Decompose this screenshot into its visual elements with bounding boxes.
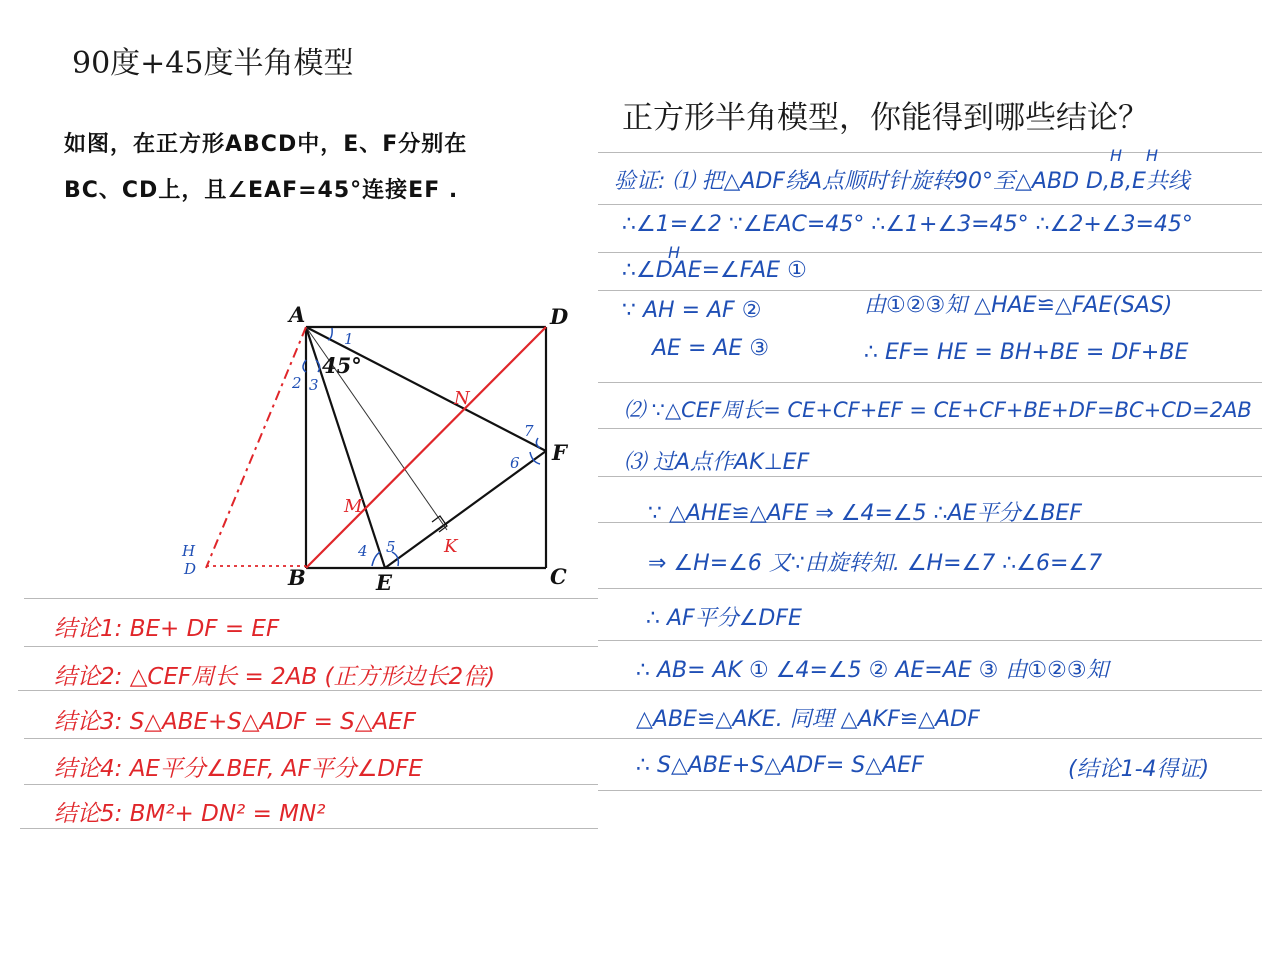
label-d-rotated: D xyxy=(184,560,197,578)
label-n: N xyxy=(454,388,470,409)
label-angle-4: 4 xyxy=(358,542,368,560)
conclusion-3: 结论3: S△ABE+S△ADF = S△AEF xyxy=(54,709,416,735)
proof-line-1: 验证: ⑴ 把△ADF绕A点顺时针旋转90°至△ABD D,B,E共线 xyxy=(614,169,1190,194)
problem-line-1: 如图，在正方形ABCD中，E、F分别在 xyxy=(64,132,468,157)
label-e: E xyxy=(376,570,393,595)
label-angle-5: 5 xyxy=(386,538,396,556)
proof-line-13b: (结论1-4得证) xyxy=(1068,757,1210,782)
proof-line-3: ∴∠DAE=∠FAE ① xyxy=(622,258,807,283)
problem-line-2: BC、CD上，且∠EAF=45°连接EF . xyxy=(64,178,459,203)
question-title: 正方形半角模型，你能得到哪些结论？ xyxy=(622,100,1149,136)
proof-line-13a: ∴ S△ABE+S△ADF= S△AEF xyxy=(636,753,924,778)
proof-line-9: ⇒ ∠H=∠6 又∵由旋转知. ∠H=∠7 ∴∠6=∠7 xyxy=(648,551,1103,576)
conclusion-5: 结论5: BM²+ DN² = MN² xyxy=(54,801,326,827)
proof-line-5b: ∴ EF= HE = BH+BE = DF+BE xyxy=(864,340,1189,365)
label-m: M xyxy=(344,496,363,517)
proof-line-11: ∴ AB= AK ① ∠4=∠5 ② AE=AE ③ 由①②③知 xyxy=(636,658,1109,683)
label-angle-1: 1 xyxy=(344,330,354,348)
label-angle-6: 6 xyxy=(510,454,520,472)
proof-line-8: ∵ △AHE≌△AFE ⇒ ∠4=∠5 ∴AE平分∠BEF xyxy=(648,501,1082,526)
conclusion-1: 结论1: BE+ DF = EF xyxy=(54,616,280,642)
label-b: B xyxy=(288,565,306,590)
label-angle-45: 45° xyxy=(322,353,362,378)
proof-line-1-h1: H xyxy=(1110,146,1123,165)
proof-line-7: ⑶ 过A点作AK⊥EF xyxy=(624,450,810,475)
proof-line-12: △ABE≌△AKE. 同理 △AKF≌△ADF xyxy=(636,707,980,732)
label-angle-3: 3 xyxy=(309,376,319,394)
proof-line-10: ∴ AF平分∠DFE xyxy=(646,606,802,631)
proof-line-4a: ∵ AH = AF ② xyxy=(622,298,762,323)
page-title: 90度+45度半角模型 xyxy=(72,46,354,81)
proof-line-5a: AE = AE ③ xyxy=(652,336,770,361)
label-a: A xyxy=(289,302,306,327)
label-c: C xyxy=(550,564,567,589)
proof-line-3-h: H xyxy=(668,243,681,262)
rotated-side-ah xyxy=(206,327,306,568)
label-d: D xyxy=(550,304,569,329)
proof-line-4b: 由①②③知 △HAE≌△FAE(SAS) xyxy=(864,293,1173,318)
label-k: K xyxy=(444,536,458,557)
proof-line-1-h2: H xyxy=(1146,146,1159,165)
label-angle-2: 2 xyxy=(292,374,302,392)
label-angle-7: 7 xyxy=(524,422,534,440)
label-h: H xyxy=(182,542,196,560)
conclusion-4: 结论4: AE平分∠BEF, AF平分∠DFE xyxy=(54,756,423,782)
proof-line-2: ∴∠1=∠2 ∵∠EAC=45° ∴∠1+∠3=45° ∴∠2+∠3=45° xyxy=(622,212,1193,237)
label-f: F xyxy=(552,440,567,465)
proof-line-6: ⑵ ∵△CEF周长= CE+CF+EF = CE+CF+BE+DF=BC+CD=2AB xyxy=(624,398,1252,422)
conclusion-2: 结论2: △CEF周长 = 2AB (正方形边长2倍) xyxy=(54,664,496,690)
